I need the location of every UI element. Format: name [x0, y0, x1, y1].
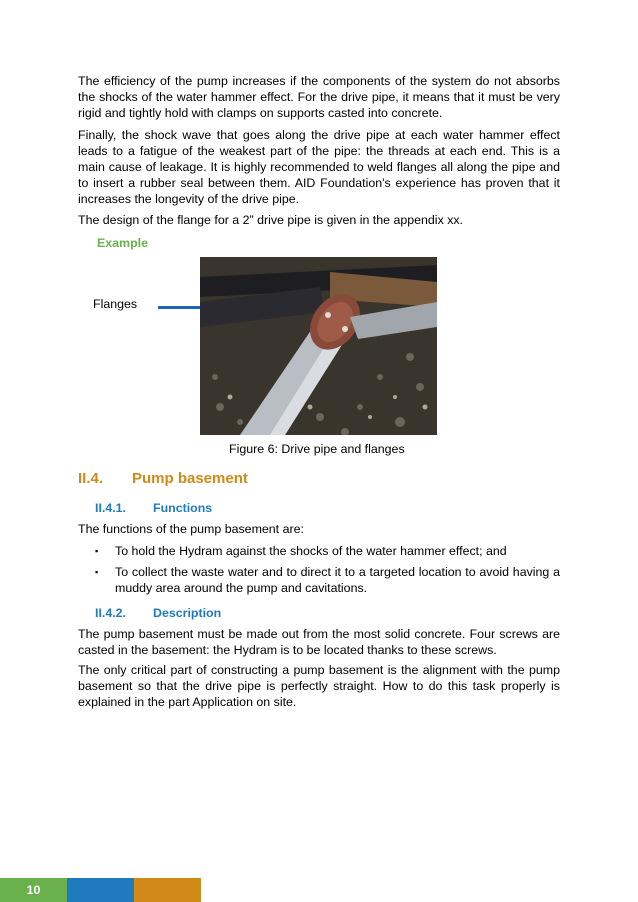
- footer-blue-block: [67, 878, 134, 902]
- section-heading: [78, 470, 248, 487]
- subsection-heading-functions: [95, 501, 212, 515]
- drive-pipe-photo: [200, 257, 437, 435]
- paragraph-basement-concrete: The pump basement must be made out from the most solid concrete. Four screws are casted in the basement: the Hydram is to be located thanks to these screws.: [78, 627, 560, 657]
- paragraph-water-hammer: The efficiency of the pump increases if the components of the system do not absorbs the shocks of the water hammer effect. For the drive pipe, it means that it must be very rigid and tightly hold with clamps on supports casted into concrete.: [78, 74, 560, 120]
- section-title: Pump basement: [132, 470, 248, 487]
- figure-caption: Figure 6: Drive pipe and flanges: [229, 442, 405, 456]
- page-number: 10: [26, 883, 41, 897]
- bullet-marker: ▪: [95, 567, 99, 577]
- example-label: Example: [97, 236, 148, 250]
- list-item-text: To collect the waste water and to direct it to a targeted location to avoid having a muddy area around the pump and cavitations.: [115, 565, 560, 595]
- subsection-heading-description: [95, 606, 221, 620]
- subsection-number-functions: II.4.1.: [95, 501, 126, 515]
- flanges-label: Flanges: [93, 297, 138, 311]
- functions-intro: The functions of the pump basement are:: [78, 522, 304, 536]
- paragraph-flange-design: The design of the flange for a 2” drive pipe is given in the appendix xx.: [78, 213, 464, 227]
- paragraph-flanges: Finally, the shock wave that goes along the drive pipe at each water hammer effect leads to a fatigue of the weakest part of the pipe: the threads at each end. This is a main cause of leakage. It is highly recommended to weld flanges all along the pipe and to insert a rubber seal between them. AID Foundation's experience has proven that it increases the longevity of the drive pipe.: [78, 128, 560, 206]
- subsection-number-description: II.4.2.: [95, 606, 126, 620]
- paragraph-alignment: The only critical part of constructing a pump basement is the alignment with the pump basement so that the drive pipe is perfectly straight. How to do this task properly is explained in the part Application on site.: [78, 663, 560, 709]
- subsection-title-functions: Functions: [153, 501, 213, 515]
- subsection-title-description: Description: [153, 606, 222, 620]
- list-item-text: To hold the Hydram against the shocks of the water hammer effect; and: [115, 544, 507, 558]
- footer-orange-block: [134, 878, 201, 902]
- bullet-marker: ▪: [95, 546, 99, 556]
- section-number: II.4.: [78, 470, 104, 487]
